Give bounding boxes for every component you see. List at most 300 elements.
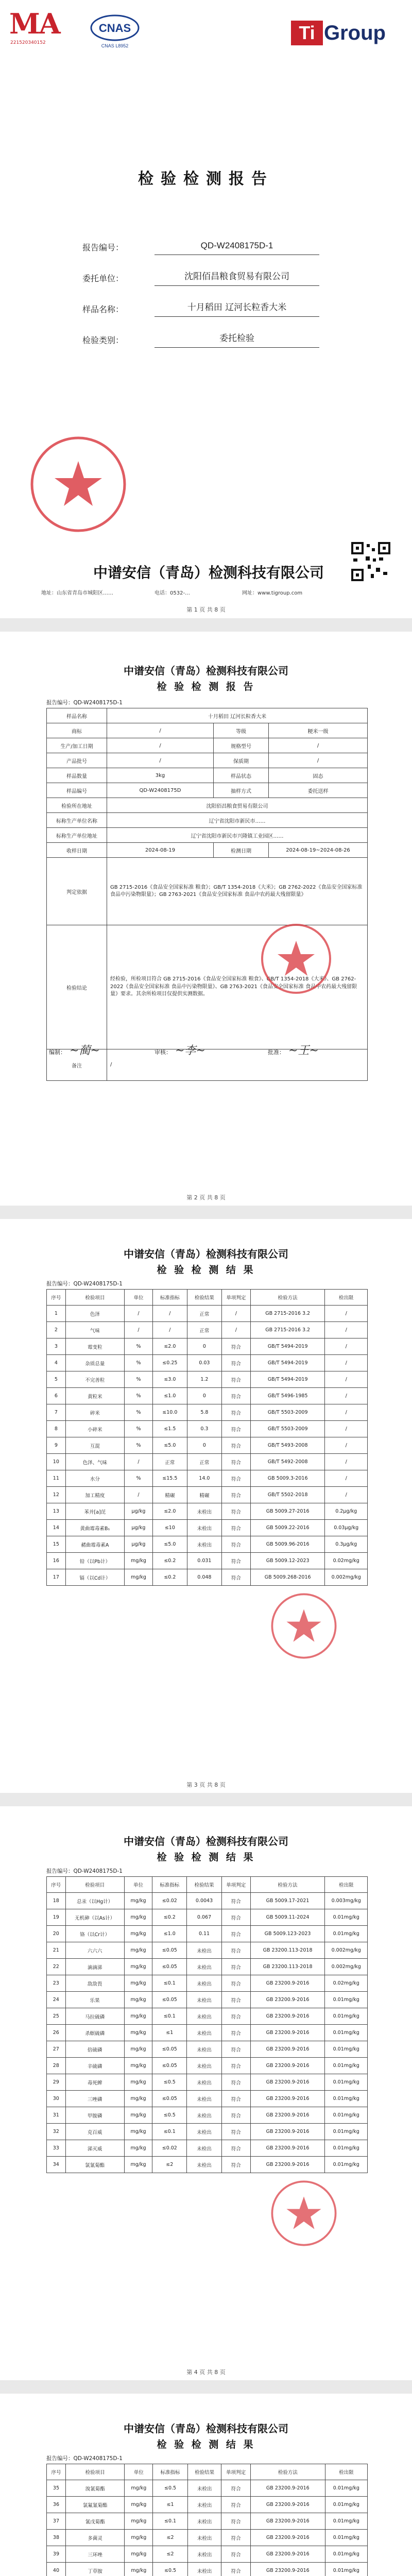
table-cell: 滴滴涕 <box>65 1959 124 1975</box>
table-cell: 符合 <box>221 2563 251 2576</box>
table-cell: mg/kg <box>124 1942 152 1959</box>
table-cell: 丁草胺 <box>65 2563 124 2576</box>
page-separator <box>0 618 412 632</box>
table-row <box>47 2563 368 2576</box>
table-cell: 符合 <box>221 2008 250 2025</box>
table-cell: 符合 <box>221 1975 250 1992</box>
svg-text:CNAS L8952: CNAS L8952 <box>101 43 129 48</box>
report-number: 报告编号：QD-W2408175D-1 <box>46 1281 123 1287</box>
table-cell: 符合 <box>221 1437 250 1454</box>
info-label: 检测日期 <box>214 843 269 858</box>
table-cell: 0.01mg/kg <box>325 1992 368 2008</box>
table-cell: 符合 <box>221 1942 250 1959</box>
type-row <box>82 330 324 349</box>
table-cell: 总汞（以Hg计） <box>65 1893 124 1909</box>
table-cell: 0.01mg/kg <box>325 2041 368 2058</box>
table-cell: GB 23200.9-2016 <box>250 2041 325 2058</box>
table-cell: 19 <box>47 1909 66 1926</box>
table-cell: / <box>125 1454 153 1470</box>
info-row <box>47 723 368 738</box>
sign-reviewer-label: 审核： <box>154 1049 171 1056</box>
table-cell: ≤1.0 <box>152 1926 187 1942</box>
table-cell: ≤0.05 <box>152 2058 187 2074</box>
table-cell: mg/kg <box>124 1959 152 1975</box>
page-title: 检 验 检 测 报 告 <box>157 681 255 692</box>
table-cell: 符合 <box>221 2513 251 2530</box>
info-label: 标称生产单位地址 <box>47 828 107 843</box>
report-number-row <box>82 237 324 257</box>
column-header: 检出限 <box>325 2464 367 2480</box>
cma-mark: MA <box>9 7 60 40</box>
table-row <box>47 2074 368 2091</box>
page-company-title: 中谱安信（青岛）检测科技有限公司 <box>124 2422 288 2435</box>
table-cell: 28 <box>47 2058 66 2074</box>
table-cell: 0.002mg/kg <box>325 1942 368 1959</box>
client-row <box>82 268 324 287</box>
red-seal-icon <box>268 2177 340 2249</box>
table-cell: 克百威 <box>65 2124 124 2140</box>
type-value: 委托检验 <box>154 330 319 348</box>
table-cell: 色泽 <box>65 1306 124 1322</box>
table-row <box>47 1569 368 1586</box>
table-cell: 0.01mg/kg <box>325 2530 367 2546</box>
table-cell: 正常 <box>152 1454 187 1470</box>
report-number-value: QD-W2408175D-1 <box>154 237 319 255</box>
table-row <box>47 1454 368 1470</box>
table-cell: GB/T 5503-2009 <box>250 1421 324 1437</box>
table-cell: mg/kg <box>125 1553 153 1569</box>
table-row <box>47 2530 368 2546</box>
column-header: 检验结果 <box>187 1877 221 1893</box>
table-cell: 0.01mg/kg <box>325 2074 368 2091</box>
info-label: 等级 <box>214 723 269 738</box>
table-cell: GB 23200.9-2016 <box>250 2140 325 2157</box>
table-cell: 符合 <box>221 1470 250 1487</box>
table-cell: mg/kg <box>124 1992 152 2008</box>
info-label: 保质期 <box>214 753 269 768</box>
page-number: 第 3 页 共 8 页 <box>186 1782 226 1788</box>
info-value: / <box>107 753 214 768</box>
table-cell: 27 <box>47 2041 66 2058</box>
results-table <box>46 2464 368 2576</box>
table-cell: 符合 <box>221 1503 250 1520</box>
table-cell: 未检出 <box>187 2497 221 2513</box>
table-cell: ≤1.0 <box>152 1388 187 1404</box>
table-cell: ≤3.0 <box>152 1371 187 1388</box>
table-cell: ≤0.1 <box>152 2008 187 2025</box>
table-cell: mg/kg <box>124 2058 152 2074</box>
table-cell: ≤0.05 <box>152 1942 187 1959</box>
table-cell: / <box>325 1470 368 1487</box>
table-cell: 未检出 <box>187 1992 221 2008</box>
column-header: 检验方法 <box>250 1877 325 1893</box>
report-number: 报告编号：QD-W2408175D-1 <box>46 2455 123 2462</box>
handwritten-signature: ~王~ <box>288 1044 319 1057</box>
table-cell: 40 <box>47 2563 66 2576</box>
table-cell: 0.01mg/kg <box>325 2546 367 2563</box>
table-row <box>47 1942 368 1959</box>
table-cell: mg/kg <box>125 2530 153 2546</box>
table-cell: 14 <box>47 1520 66 1536</box>
table-cell: GB 23200.9-2016 <box>250 2480 325 2497</box>
table-cell: 20 <box>47 1926 66 1942</box>
table-cell: 符合 <box>221 1520 250 1536</box>
table-cell: 7 <box>47 1404 66 1421</box>
report-page-results-3 <box>0 2394 412 2576</box>
table-cell: 0.3μg/kg <box>325 1536 368 1553</box>
column-header: 单项判定 <box>221 2464 251 2480</box>
table-cell: GB 5009.123-2023 <box>250 1926 325 1942</box>
table-cell: % <box>125 1371 153 1388</box>
table-row <box>47 1520 368 1536</box>
table-cell: 符合 <box>221 1388 250 1404</box>
table-cell: 0.01mg/kg <box>325 2140 368 2157</box>
table-row <box>47 1536 368 1553</box>
table-cell: 16 <box>47 1553 66 1569</box>
table-cell: GB/T 5492-2008 <box>250 1454 324 1470</box>
column-header: 标准指标 <box>152 1290 187 1306</box>
table-cell: ≤0.1 <box>152 2124 187 2140</box>
info-label: 产品批号 <box>47 753 107 768</box>
table-cell: 0.002mg/kg <box>325 1959 368 1975</box>
table-cell: 32 <box>47 2124 66 2140</box>
table-cell: / <box>325 1338 368 1355</box>
table-cell: GB 5009.12-2023 <box>250 1553 324 1569</box>
table-cell: 33 <box>47 2140 66 2157</box>
table-cell: 符合 <box>221 1553 250 1569</box>
column-header: 检验结果 <box>187 1290 221 1306</box>
table-cell: 11 <box>47 1470 66 1487</box>
sample-info-table <box>46 708 368 1081</box>
table-cell: % <box>125 1421 153 1437</box>
info-value: 粳米一级 <box>269 723 368 738</box>
table-cell: 23 <box>47 1975 66 1992</box>
table-cell: 镉（以Cd计） <box>65 1569 124 1586</box>
table-cell: 0.002mg/kg <box>325 1569 368 1586</box>
tigroup-logo <box>291 21 402 45</box>
column-header: 检验项目 <box>65 2464 124 2480</box>
table-cell: 未检出 <box>187 2530 221 2546</box>
table-cell: 甲胺磷 <box>65 2107 124 2124</box>
table-cell: % <box>125 1437 153 1454</box>
table-cell: 31 <box>47 2107 66 2124</box>
table-cell: 苯并[a]芘 <box>65 1503 124 1520</box>
info-label: 样品编号 <box>47 783 107 798</box>
table-cell: 毒死蜱 <box>65 2074 124 2091</box>
table-cell: 1.2 <box>187 1371 221 1388</box>
table-cell: ≤0.5 <box>152 2074 187 2091</box>
table-cell: GB 23200.9-2016 <box>250 2563 325 2576</box>
table-cell: 0.02mg/kg <box>325 1975 368 1992</box>
table-cell: 0.01mg/kg <box>325 2497 367 2513</box>
table-cell: GB 23200.9-2016 <box>250 2513 325 2530</box>
table-cell: / <box>325 1421 368 1437</box>
qr-code-icon <box>350 541 391 582</box>
table-cell: 0.048 <box>187 1569 221 1586</box>
table-cell: 符合 <box>221 2546 251 2563</box>
table-row <box>47 2546 368 2563</box>
info-label: 生产/加工日期 <box>47 738 107 753</box>
info-label: 检验所在地址 <box>47 798 107 813</box>
cover-title: 检验检测报告 <box>138 170 274 188</box>
info-row <box>47 798 368 813</box>
table-cell: ≤0.2 <box>152 1569 187 1586</box>
table-cell: 三唑磷 <box>65 2091 124 2107</box>
info-row <box>47 768 368 783</box>
table-row <box>47 1306 368 1322</box>
table-cell: % <box>125 1404 153 1421</box>
table-cell: GB 23200.9-2016 <box>250 2497 325 2513</box>
type-label: 检验类别： <box>82 335 124 345</box>
table-cell: GB/T 5494-2019 <box>250 1355 324 1371</box>
table-row <box>47 1322 368 1338</box>
table-cell: ≤1 <box>152 2025 187 2041</box>
table-cell: mg/kg <box>125 2546 153 2563</box>
table-cell: % <box>125 1338 153 1355</box>
table-cell: 符合 <box>221 2025 250 2041</box>
sign-compiler-label: 编制： <box>49 1049 66 1056</box>
client-label: 委托单位： <box>82 274 124 283</box>
column-header: 单项判定 <box>221 1290 250 1306</box>
table-cell: 铅（以Pb计） <box>65 1553 124 1569</box>
table-row <box>47 1388 368 1404</box>
table-cell: 杀螟硫磷 <box>65 2025 124 2041</box>
table-cell: GB 5009.27-2016 <box>250 1503 324 1520</box>
info-label: 商标 <box>47 723 107 738</box>
table-cell: GB 5009.22-2016 <box>250 1520 324 1536</box>
table-cell: / <box>325 1454 368 1470</box>
table-cell: 9 <box>47 1437 66 1454</box>
info-value: / <box>107 723 214 738</box>
table-cell: ≤0.5 <box>152 2107 187 2124</box>
table-cell: / <box>325 1355 368 1371</box>
table-cell: 碎米 <box>65 1404 124 1421</box>
table-cell: % <box>125 1470 153 1487</box>
sign-approver-label: 批准： <box>268 1049 285 1056</box>
table-row <box>47 1975 368 1992</box>
table-cell: ≤2 <box>152 2157 187 2173</box>
table-cell: 符合 <box>221 2530 251 2546</box>
table-row <box>47 1503 368 1520</box>
table-cell: mg/kg <box>124 2091 152 2107</box>
table-cell: 符合 <box>221 1536 250 1553</box>
table-cell: 0.03μg/kg <box>325 1520 368 1536</box>
table-cell: / <box>325 1437 368 1454</box>
table-cell: ≤0.1 <box>153 2513 187 2530</box>
table-cell: ≤0.1 <box>152 1975 187 1992</box>
info-value: / <box>269 753 368 768</box>
table-cell: 14.0 <box>187 1470 221 1487</box>
table-cell: GB 23200.9-2016 <box>250 1975 325 1992</box>
table-cell: 正常 <box>187 1454 221 1470</box>
table-cell: GB 2715-2016 3.2 <box>250 1322 324 1338</box>
page-title: 检 验 检 测 结 果 <box>157 1264 255 1276</box>
table-cell: / <box>325 1306 368 1322</box>
info-value: 3kg <box>107 768 214 783</box>
sample-value: 十月稻田 辽河长粒香大米 <box>154 299 319 317</box>
table-row <box>47 1470 368 1487</box>
table-cell: 未检出 <box>187 2480 221 2497</box>
table-cell: / <box>125 1322 153 1338</box>
table-cell: 涕灭威 <box>65 2140 124 2157</box>
table-cell: GB/T 5502-2018 <box>250 1487 324 1503</box>
table-cell: 倍硫磷 <box>65 2041 124 2058</box>
table-cell: 黄粒米 <box>65 1388 124 1404</box>
page-title: 检 验 检 测 结 果 <box>157 2439 255 2450</box>
table-cell: 12 <box>47 1487 66 1503</box>
table-cell: 铬（以Cr计） <box>65 1926 124 1942</box>
table-cell: 正常 <box>187 1306 221 1322</box>
table-cell: 不完善粒 <box>65 1371 124 1388</box>
info-row <box>47 783 368 798</box>
table-cell: GB/T 5494-2019 <box>250 1338 324 1355</box>
info-value: 十月稻田 辽河长粒香大米 <box>107 708 368 723</box>
table-cell: 21 <box>47 1942 66 1959</box>
table-cell: 符合 <box>221 1959 250 1975</box>
table-cell: 符合 <box>221 2480 251 2497</box>
table-cell: 未检出 <box>187 1520 221 1536</box>
table-cell: 34 <box>47 2157 66 2173</box>
table-cell: 精碾 <box>187 1487 221 1503</box>
table-cell: GB/T 5494-2019 <box>250 1371 324 1388</box>
red-seal-icon <box>27 433 130 536</box>
table-cell: mg/kg <box>124 2008 152 2025</box>
table-cell: 0.01mg/kg <box>325 2124 368 2140</box>
table-cell: 0.01mg/kg <box>325 2107 368 2124</box>
cover-address: 地址：山东省青岛市城阳区…… <box>41 590 113 596</box>
table-cell: GB 23200.9-2016 <box>250 2157 325 2173</box>
table-cell: GB 23200.113-2018 <box>250 1942 325 1959</box>
page-number: 第 4 页 共 8 页 <box>186 2369 226 2376</box>
table-cell: 0 <box>187 1338 221 1355</box>
table-cell: mg/kg <box>124 2124 152 2140</box>
info-value: 辽宁省沈阳市新民市…… <box>107 813 368 828</box>
table-cell: / <box>325 1371 368 1388</box>
table-cell: 3 <box>47 1338 66 1355</box>
table-cell: ≤2 <box>153 2530 187 2546</box>
table-row <box>47 1487 368 1503</box>
table-cell: 符合 <box>221 1926 250 1942</box>
table-row <box>47 2513 368 2530</box>
cnas-logo <box>85 10 162 52</box>
table-cell: GB 23200.9-2016 <box>250 1992 325 2008</box>
info-value: 委托送样 <box>269 783 368 798</box>
table-cell: ≤0.5 <box>153 2480 187 2497</box>
table-cell: 精碾 <box>152 1487 187 1503</box>
table-row <box>47 1437 368 1454</box>
table-cell: ≤1 <box>153 2497 187 2513</box>
table-cell: 未检出 <box>187 1959 221 1975</box>
table-cell: / <box>125 1306 153 1322</box>
info-value: QD-W2408175D <box>107 783 214 798</box>
table-cell: 24 <box>47 1992 66 2008</box>
info-value: / <box>107 738 214 753</box>
table-cell: ≤10.0 <box>152 1404 187 1421</box>
table-cell: ≤15.5 <box>152 1470 187 1487</box>
info-value: / <box>269 738 368 753</box>
handwritten-signature: ~李~ <box>175 1044 205 1057</box>
table-cell: 色泽、气味 <box>65 1454 124 1470</box>
table-cell: 小碎米 <box>65 1421 124 1437</box>
table-cell: 4 <box>47 1355 66 1371</box>
table-cell: ≤0.05 <box>152 2041 187 2058</box>
info-label: 抽样方式 <box>214 783 269 798</box>
table-cell: 符合 <box>221 2091 250 2107</box>
table-cell: 17 <box>47 1569 66 1586</box>
table-cell: 乐果 <box>65 1992 124 2008</box>
info-label: 样品数量 <box>47 768 107 783</box>
table-cell: 符合 <box>221 1421 250 1437</box>
tigroup-mark: Ti <box>291 21 323 45</box>
table-cell: 15 <box>47 1536 66 1553</box>
column-header: 标准指标 <box>153 2464 187 2480</box>
column-header: 检验方法 <box>250 1290 324 1306</box>
table-cell: GB 5009.11-2024 <box>250 1909 325 1926</box>
table-row <box>47 2058 368 2074</box>
report-number: 报告编号：QD-W2408175D-1 <box>46 700 123 706</box>
table-cell: ≤1.5 <box>152 1421 187 1437</box>
red-seal-icon <box>268 1590 340 1662</box>
page-separator <box>0 2380 412 2394</box>
table-cell: 氯氰菊酯 <box>65 2157 124 2173</box>
report-page-cover <box>0 0 412 618</box>
table-row <box>47 1553 368 1569</box>
table-cell: GB 5009.3-2016 <box>250 1470 324 1487</box>
table-row <box>47 1992 368 2008</box>
table-cell: 未检出 <box>187 1975 221 1992</box>
table-cell: 符合 <box>221 1487 250 1503</box>
table-cell: GB 2715-2016 3.2 <box>250 1306 324 1322</box>
table-cell: 未检出 <box>187 2107 221 2124</box>
table-cell: ≤5.0 <box>152 1536 187 1553</box>
column-header: 检验方法 <box>250 2464 325 2480</box>
table-cell: μg/kg <box>125 1503 153 1520</box>
table-cell: 10 <box>47 1454 66 1470</box>
sample-label: 样品名称： <box>82 304 124 314</box>
table-row <box>47 1338 368 1355</box>
table-cell: ≤0.02 <box>152 2140 187 2157</box>
table-cell: μg/kg <box>125 1536 153 1553</box>
table-cell: GB 23200.113-2018 <box>250 1959 325 1975</box>
table-row <box>47 1355 368 1371</box>
table-cell: mg/kg <box>124 2041 152 2058</box>
table-cell: 互混 <box>65 1437 124 1454</box>
table-row <box>47 2157 368 2173</box>
column-header: 序号 <box>47 2464 66 2480</box>
column-header: 检验项目 <box>65 1290 124 1306</box>
table-cell: ≤0.05 <box>152 1992 187 2008</box>
page-company-title: 中谱安信（青岛）检测科技有限公司 <box>124 1835 288 1848</box>
table-cell: GB 23200.9-2016 <box>250 2074 325 2091</box>
table-cell: ≤5.0 <box>152 1437 187 1454</box>
table-cell: GB/T 5496-1985 <box>250 1388 324 1404</box>
cover-tel: 电话：0532-… <box>154 590 191 596</box>
table-cell: 0 <box>187 1437 221 1454</box>
column-header: 标准指标 <box>152 1877 187 1893</box>
table-cell: / <box>152 1322 187 1338</box>
sample-row <box>82 299 324 318</box>
table-cell: 未检出 <box>187 2091 221 2107</box>
table-cell: ≤2.0 <box>152 1503 187 1520</box>
tigroup-word: Group <box>324 22 386 44</box>
table-cell: 水分 <box>65 1470 124 1487</box>
column-header: 单位 <box>125 2464 153 2480</box>
page-separator <box>0 1206 412 1219</box>
table-cell: 杂质总量 <box>65 1355 124 1371</box>
table-row <box>47 1421 368 1437</box>
table-cell: 符合 <box>221 1404 250 1421</box>
table-cell: 符合 <box>221 2058 250 2074</box>
